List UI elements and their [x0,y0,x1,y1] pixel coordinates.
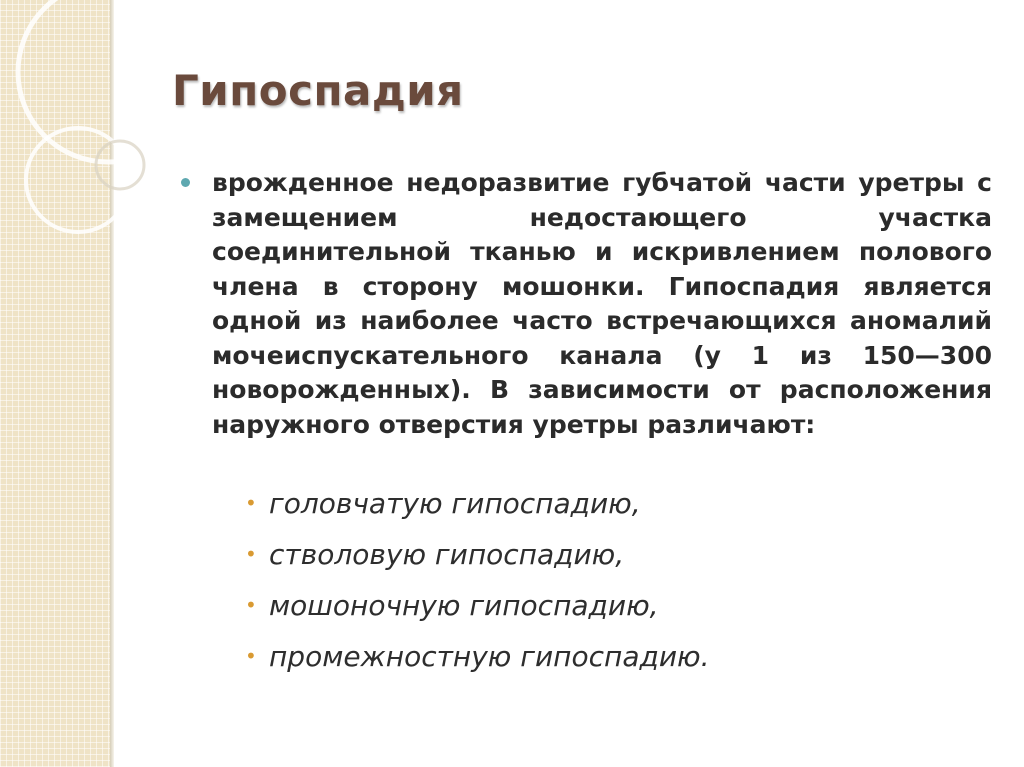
list-item [240,631,710,682]
list-item [240,580,710,631]
list-item-text: головчатую гипоспадию, [269,487,641,520]
subtype-list [240,478,710,682]
list-item-text: промежностную гипоспадию. [269,640,710,673]
bullet-dot-icon: • [245,542,257,566]
list-item [240,529,710,580]
list-item-text: стволовую гипоспадию, [269,538,625,571]
side-panel-edge [110,0,114,767]
main-paragraph: врожденное недоразвитие губчатой части уретры с замещением недостающего участка соединительной тканью и искривлением полового члена в сторону мошонки. Гипоспадия является одной из наиболее часто встречающихся аномалий мочеиспускательного канала (у 1 из 150—300 новорожденных). В зависимости от расположения наружного отверстия уретры различают: [212,168,992,439]
list-item-text: мошоночную гипоспадию, [269,589,659,622]
slide-title: Гипоспадия [172,66,464,115]
bullet-dot-icon [181,178,190,187]
bullet-dot-icon: • [245,491,257,515]
bullet-dot-icon: • [245,644,257,668]
decorative-side-panel [0,0,112,767]
bullet-dot-icon: • [245,593,257,617]
list-item [240,478,710,529]
